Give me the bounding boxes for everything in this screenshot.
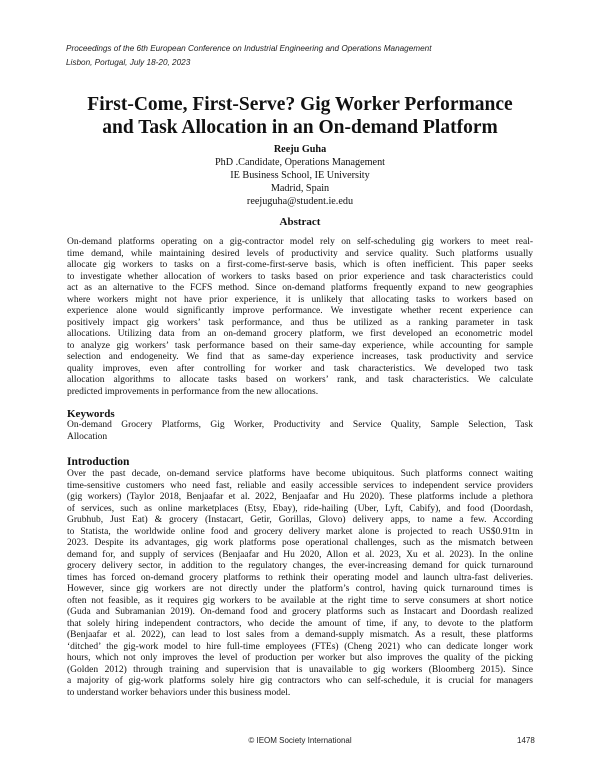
text-line: (Guda and Subramanian 2019). On-demand food and grocery platforms such as Instacart and Doordash realized: [67, 607, 533, 617]
text-line: time demand, while maintaining desired levels of productivity and service quality. Such platforms usually: [67, 248, 533, 259]
text-line: quality improves, even after controlling for worker and task characteristics. We developed two task: [67, 363, 533, 374]
text-line: ‘ditched’ the gig-work model to hire full-time employees (FTEs) (Cheng 2021) who can dedicate longer work: [67, 641, 533, 652]
text-line: often not feasible, as it requires gig workers to be available at the right time to serve consumers at short notice: [67, 595, 533, 606]
text-line: (gig workers) (Taylor 2018, Benjaafar et al. 2022, Benjaafar and Hu 2020). These platforms include a plethora: [67, 492, 533, 502]
paper-title-line-1: First-Come, First-Serve? Gig Worker Performance: [87, 94, 513, 115]
text-line: (Benjaafar et al. 2022), can lead to lost sales from a demand-supply mismatch. As a result, these platforms: [67, 630, 533, 640]
text-line: allocation algorithms to allocate tasks based on workers’ rank, and task characteristics. We calculate: [67, 375, 533, 385]
keywords-heading: Keywords: [67, 408, 115, 420]
text-line: hours, which not only improves the level of production per worker but also improves the quality of the picking: [67, 653, 533, 663]
text-line: demand for, and supply of services (Benjaafar and Hu 2020, Allon et al. 2023, Xu et al. 2023). In the online: [67, 549, 533, 560]
introduction-heading: Introduction: [67, 456, 130, 468]
text-line: However, since gig workers are not directly under the platform’s control, having quick turnaround times is: [67, 584, 533, 594]
proceedings-header: Proceedings of the 6th European Conference on Industrial Engineering and Operations Management: [66, 44, 432, 53]
text-line: allocate gig workers to tasks on a first-come-first-serve basis, which is often inefficient. This paper seeks: [67, 260, 533, 270]
text-line: time-sensitive customers who need fast, reliable and easily accessible services to independent service providers: [67, 480, 533, 491]
abstract-heading: Abstract: [279, 216, 321, 228]
author-position: PhD .Candidate, Operations Management: [214, 157, 386, 168]
author-affiliation: IE Business School, IE University: [230, 170, 370, 181]
author-email: reejuguha@student.ie.edu: [246, 196, 354, 207]
text-line: 2023. Despite its advantages, gig work platforms pose operational challenges, such as the mismatch between: [67, 538, 533, 548]
text-line: Grubhub, Just Eat) & grocery (Instacart, Getir, Gorillas, Glovo) delivery apps, to name a few. According: [67, 515, 533, 525]
text-line: predicted improvements in performance from the new allocations.: [67, 386, 319, 397]
conference-location: Lisbon, Portugal, July 18-20, 2023: [66, 58, 191, 67]
text-line: to investigate whether allocation of workers to tasks based on prior experience and task characteristics could: [67, 271, 533, 282]
page-number: 1478: [517, 736, 535, 745]
text-line: On-demand platforms operating on a gig-contractor model rely on self-scheduling gig workers to meet real-: [67, 237, 533, 247]
text-line: allocations. Utilizing data from an on-demand grocery platform, we first developed an econometric model: [67, 329, 533, 339]
text-line: to Statista, the worldwide online food and grocery delivery market alone is projected to reach US$0.91tn in: [67, 526, 533, 537]
text-line: act as an alternative to the FCFS method. Since on-demand platforms frequently expand to new geographies: [67, 283, 533, 293]
text-line: experience alone would significantly improve performance. We investigate whether recent experience can: [67, 306, 533, 316]
text-line: of services, such as online marketplaces (Etsy, Ebay), ride-hailing (Uber, Lyft, Cabify), and food (Doordash,: [67, 503, 533, 514]
text-line: to understand worker behaviors under this business model.: [67, 687, 291, 698]
text-line: (Golden 2012) through training and supervision that is unavailable to gig workers (Bloomberg 2015). Since: [67, 664, 533, 675]
text-line: where workers might not have prior experience, it is unlikely that allocating tasks to workers based on: [67, 294, 533, 305]
text-line: selection and endogeneity. We find that as same-day experience increases, task productivity and service: [67, 352, 533, 362]
text-line: a majority of gig-work platforms solely hire gig contractors who can self-schedule, it is crucial for managers: [67, 676, 533, 686]
text-line: Over the past decade, on-demand service platforms have become ubiquitous. Such platforms connect waiting: [67, 469, 533, 479]
author-name: Reeju Guha: [273, 144, 327, 155]
text-line: that solely hiring independent contractors, who decide the amount of time, if any, to devote to the platform: [67, 618, 533, 629]
text-line: positively impact gig workers’ task performance, and thus be utilized as a ranking parameter in task: [67, 317, 533, 328]
text-line: to analyze gig workers’ task performance based on their same-day experience, while accounting for sample: [67, 340, 533, 351]
text-line: times has forced on-demand grocery platforms to rethink their operating model and launch ultra-fast deliveries.: [67, 572, 533, 583]
author-city: Madrid, Spain: [270, 183, 330, 194]
text-line: grocery delivery sector, in addition to the regulatory changes, the ever-increasing demand for quick turnaround: [67, 561, 533, 571]
copyright-footer: © IEOM Society International: [248, 736, 352, 745]
paper-title-line-2: and Task Allocation in an On-demand Platform: [102, 117, 498, 138]
text-line: Allocation: [67, 431, 108, 442]
text-line: On-demand Grocery Platforms, Gig Worker, Productivity and Service Quality, Sample Selection, Task: [67, 420, 533, 430]
